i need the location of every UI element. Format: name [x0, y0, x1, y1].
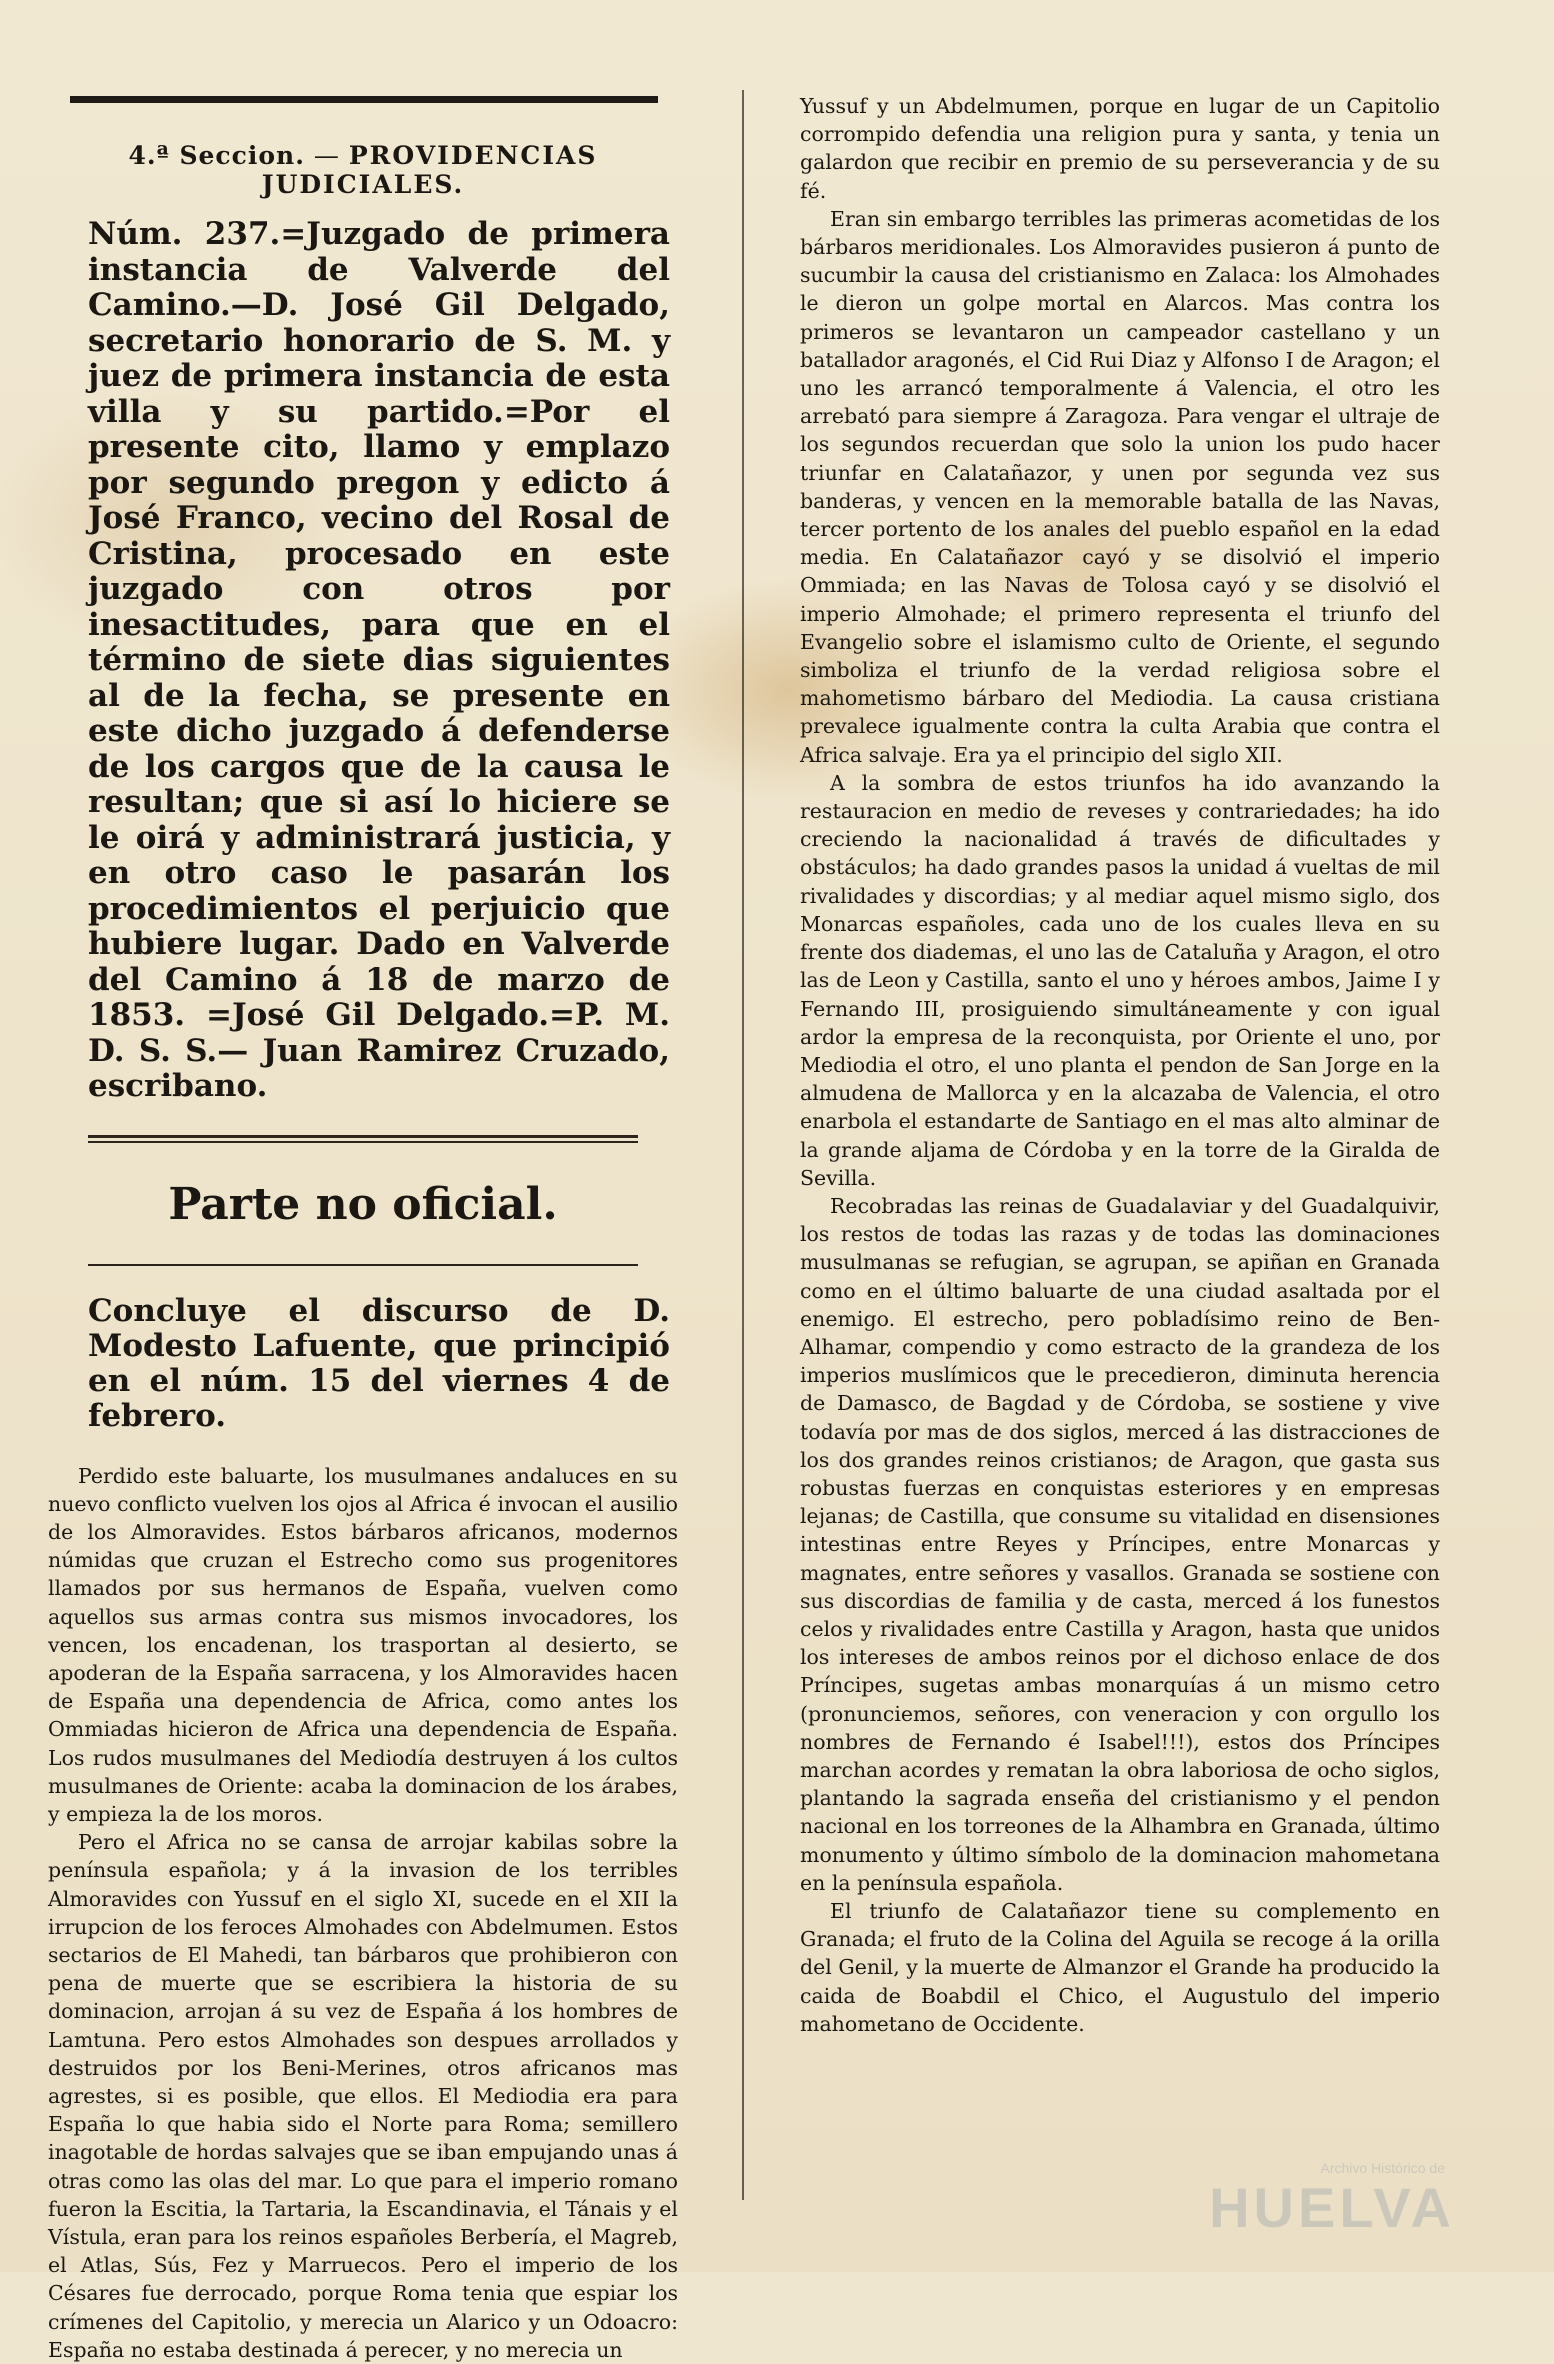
section-divider — [88, 1135, 638, 1143]
section-heading — [48, 141, 678, 199]
section-number: 4.ª Seccion. — [129, 141, 305, 170]
discourse-heading — [48, 1294, 670, 1434]
paragraph: Perdido este baluarte, los musulmanes andaluces en su nuevo conflicto vuelven los ojos al Africa é invocan el ausilio de los Almoravides. Estos bárbaros africanos, modernos númidas que cruzan el Estrecho como sus progenitores llamados por sus hermanos de España, vuelven como aquellos sus armas contra sus mismos invocadores, los vencen, los encadenan, los trasportan al desierto, se apoderan de la España sarracena, y los Almoravides hacen de España una dependencia de Africa, como antes los Ommiadas hicieron de Africa una dependencia de España. Los rudos musulmanes del Mediodía destruyen á los cultos musulmanes de Oriente: acaba la dominacion de los árabes, y empieza la de los moros. — [48, 1462, 678, 1829]
archive-watermark — [1155, 2160, 1455, 2240]
watermark-word: HUELVA — [1209, 2175, 1455, 2240]
right-column — [800, 92, 1440, 2038]
watermark-caption: Archivo Histórico de — [1321, 2160, 1446, 2176]
right-body — [800, 92, 1440, 2038]
left-column — [48, 92, 678, 2364]
section-dash: — — [314, 141, 340, 170]
judicial-notice — [48, 217, 670, 1105]
left-body — [48, 1462, 678, 2364]
discourse-heading-text: Concluye el discurso de D. Modesto Lafuente, que principió en el núm. 15 del viernes 4 de febrero. — [48, 1294, 670, 1434]
judicial-notice-text: Núm. 237.=Juzgado de primera instancia de Valverde del Camino.—D. José Gil Delgado, secretario honorario de S. M. y juez de primera instancia de esta villa y su partido.=Por el presente cito, llamo y emplazo por segundo pregon y edicto á José Franco, vecino del Rosal de Cristina, procesado en este juzgado con otros por inesactitudes, para que en el término de siete dias siguientes al de la fecha, se presente en este dicho juzgado á defenderse de los cargos que de la causa le resultan; que si así lo hiciere se le oirá y administrará justicia, y en otro caso le pasarán los procedimientos el perjuicio que hubiere lugar. Dado en Valverde del Camino á 18 de marzo de 1853. =José Gil Delgado.=P. M. D. S. S.— Juan Ramirez Cruzado, escribano. — [48, 217, 670, 1105]
paragraph: Eran sin embargo terribles las primeras acometidas de los bárbaros meridionales. Los Almoravides pusieron á punto de sucumbir la causa del cristianismo en Zalaca: los Almohades le dieron un golpe mortal en Alarcos. Mas contra los primeros se levantaron un campeador castellano y un batallador aragonés, el Cid Rui Diaz y Alfonso I de Aragon; el uno les arrancó temporalmente á Valencia, el otro les arrebató para siempre á Zaragoza. Para vengar el ultraje de los segundos recuerdan que solo la union los pudo hacer triunfar en Calatañazor, y unen por segunda vez sus banderas, y vencen en la memorable batalla de las Navas, tercer portento de los anales del pueblo español en la edad media. En Calatañazor cayó y se disolvió el imperio Ommiada; en las Navas de Tolosa cayó y se disolvió el imperio Almohade; el primero representa el triunfo del Evangelio sobre el islamismo culto de Oriente, el segundo simboliza el triunfo de la verdad religiosa sobre el mahometismo bárbaro del Mediodia. La causa cristiana prevalece igualmente contra la culta Arabia que contra el Africa salvaje. Era ya el principio del siglo XII. — [800, 205, 1440, 769]
top-rule — [70, 96, 658, 103]
section-title: PROVIDENCIAS JUDICIALES. — [262, 141, 598, 199]
paragraph: Pero el Africa no se cansa de arrojar kabilas sobre la península española; y á la invasion de los terribles Almoravides con Yussuf en el siglo XI, sucede en el XII la irrupcion de los feroces Almohades con Abdelmumen. Estos sectarios de El Mahedi, tan bárbaros que prohibieron con pena de muerte que se escribiera la historia de su dominacion, arrojan á su vez de España á los hombres de Lamtuna. Pero estos Almohades son despues arrollados y destruidos por los Beni-Merines, otros africanos mas agrestes, si es posible, que ellos. El Mediodia era para España lo que habia sido el Norte para Roma; semillero inagotable de hordas salvajes que se iban empujando unas á otras como las olas del mar. Lo que para el imperio romano fueron la Escitia, la Tartaria, la Escandinavia, el Tánais y el Vístula, eran para los reinos españoles Berbería, el Magreb, el Atlas, Sús, Fez y Marruecos. Pero el imperio de los Césares fue derrocado, porque Roma tenia que espiar los crímenes del Capitolio, y merecia un Alarico y un Odoacro: España no estaba destinada á perecer, y no merecia un — [48, 1828, 678, 2364]
paragraph: Recobradas las reinas de Guadalaviar y del Guadalquivir, los restos de todas las razas y de todas las dominaciones musulmanas se refugian, se agrupan, se apiñan en Granada como en el último baluarte de una ciudad asaltada por el enemigo. El estrecho, pero pobladísimo reino de Ben-Alhamar, compendio y como estracto de la grandeza de los imperios muslímicos que le precedieron, diminuta herencia de Damasco, de Bagdad y de Córdoba, se sostiene y vive todavía por mas de dos siglos, merced á las distracciones de los dos grandes reinos cristianos; de Aragon, que gasta sus robustas fuerzas en conquistas esteriores y en empresas lejanas; de Castilla, que consume su vitalidad en disensiones intestinas entre Reyes y Príncipes, entre Monarcas y magnates, entre señores y vasallos. Granada se sostiene con sus discordias de familia y de casta, merced á los funestos celos y rivalidades entre Castilla y Aragon, hasta que unidos los intereses de ambos reinos por el dichoso enlace de dos Príncipes, sugetas ambas monarquías á un mismo cetro (pronunciemos, señores, con veneracion y con orgullo los nombres de Fernando é Isabel!!!), estos dos Príncipes marchan acordes y rematan la obra laboriosa de ocho siglos, plantando la sagrada enseña del cristianismo y el pendon nacional en los torreones de la Alhambra en Granada, último monumento y último símbolo de la dominacion mahometana en la península española. — [800, 1192, 1440, 1897]
paragraph: Yussuf y un Abdelmumen, porque en lugar de un Capitolio corrompido defendia una religion pura y santa, y tenia un galardon que recibir en premio de su perseverancia y de su fé. — [800, 92, 1440, 205]
column-divider — [742, 90, 744, 2200]
parte-no-oficial-heading: Parte no oficial. — [48, 1179, 678, 1230]
paragraph: A la sombra de estos triunfos ha ido avanzando la restauracion en medio de reveses y contrariedades; ha ido creciendo la nacionalidad á través de dificultades y obstáculos; ha dado grandes pasos la unidad á vueltas de mil rivalidades y discordias; y al mediar aquel mismo siglo, dos Monarcas españoles, cada uno de los cuales lleva en su frente dos diademas, el uno las de Cataluña y Aragon, el otro las de Leon y Castilla, santo el uno y héroes ambos, Jaime I y Fernando III, prosiguiendo simultáneamente y con igual ardor la empresa de la reconquista, por Oriente el uno, por Mediodia el otro, el uno planta el pendon de San Jorge en la almudena de Mallorca y en la alcazaba de Valencia, el otro enarbola el estandarte de Santiago en el mas alto alminar de la grande aljama de Córdoba y en la torre de la Giralda de Sevilla. — [800, 769, 1440, 1192]
heading-rule — [88, 1264, 638, 1266]
paragraph: El triunfo de Calatañazor tiene su complemento en Granada; el fruto de la Colina del Aguila se recoge á la orilla del Genil, y la muerte de Almanzor el Grande ha producido la caida de Boabdil el Chico, el Augustulo del imperio mahometano de Occidente. — [800, 1897, 1440, 2038]
